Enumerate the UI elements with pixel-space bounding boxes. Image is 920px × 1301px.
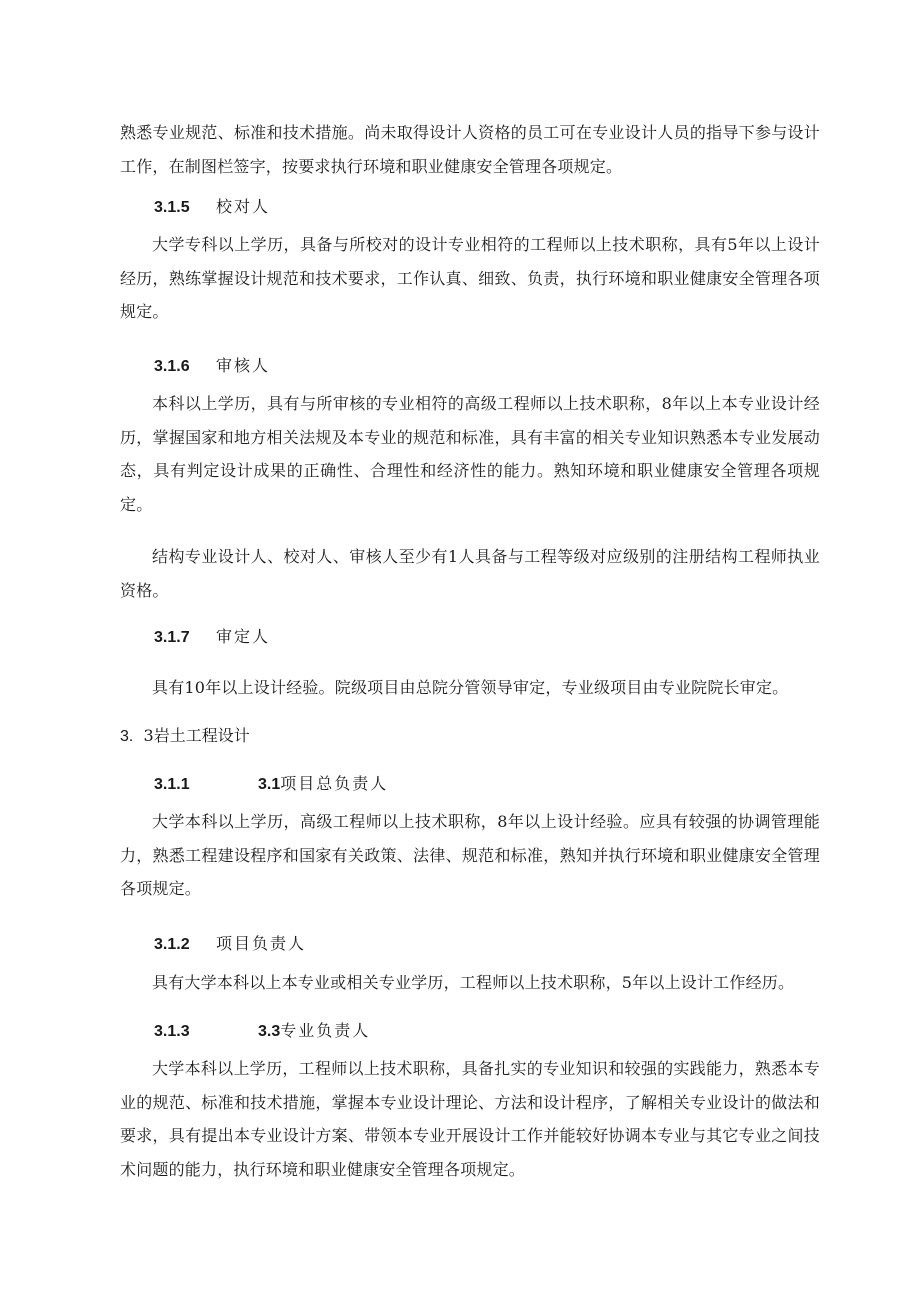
heading-3-1-7 bbox=[154, 625, 270, 650]
heading-3-1-5 bbox=[154, 195, 270, 220]
heading-title: 项目总负责人 bbox=[280, 774, 389, 793]
heading-number: 3.1.1 bbox=[154, 776, 190, 793]
heading-title: 校对人 bbox=[216, 197, 271, 216]
paragraph-structural-qualification: 结构专业设计人、校对人、审核人至少有1人具备与工程等级对应级别的注册结构工程师执业资格。 bbox=[120, 547, 820, 600]
heading-3-1-3 bbox=[154, 1019, 370, 1044]
heading-title: 项目负责人 bbox=[216, 934, 307, 953]
heading-number: 3.1.3 bbox=[154, 1023, 190, 1040]
heading-3-1-1 bbox=[154, 772, 388, 797]
paragraph-project-chief: 大学本科以上学历，高级工程师以上技术职称，8年以上设计经验。应具有较强的协调管理能力，熟悉工程建设程序和国家有关政策、法律、规范和标准，熟知并执行环境和职业健康安全管理各项规定。 bbox=[120, 812, 820, 898]
heading-title: 审核人 bbox=[216, 356, 271, 375]
paragraph-continued: 熟悉专业规范、标准和技术措施。尚未取得设计人资格的员工可在专业设计人员的指导下参与设计工作，在制图栏签字，按要求执行环境和职业健康安全管理各项规定。 bbox=[120, 123, 820, 176]
heading-3-1-2 bbox=[154, 932, 306, 957]
heading-number: 3.1.7 bbox=[154, 629, 190, 646]
heading-subnumber: 3.1 bbox=[258, 776, 281, 793]
heading-subnumber: 3.3 bbox=[258, 1023, 281, 1040]
section-heading-geotechnical bbox=[120, 724, 250, 749]
heading-number: 3.1.2 bbox=[154, 936, 190, 953]
heading-number: 3.1.5 bbox=[154, 199, 190, 216]
paragraph-reviewer: 本科以上学历，具有与所审核的专业相符的高级工程师以上技术职称，8年以上本专业设计经历，掌握国家和地方相关法规及本专业的规范和标准，具有丰富的相关专业知识熟悉本专业发展动态，具有判定设计成果的正确性、合理性和经济性的能力。熟知环境和职业健康安全管理各项规定。 bbox=[120, 394, 820, 514]
heading-title: 专业负责人 bbox=[280, 1021, 371, 1040]
section-number: 3. bbox=[120, 728, 134, 745]
section-title: 3岩土工程设计 bbox=[143, 726, 250, 745]
heading-title: 审定人 bbox=[216, 627, 271, 646]
heading-3-1-6 bbox=[154, 354, 270, 379]
paragraph-proofreader: 大学专科以上学历，具备与所校对的设计专业相符的工程师以上技术职称，具有5年以上设计经历，熟练掌握设计规范和技术要求，工作认真、细致、负责，执行环境和职业健康安全管理各项规定。 bbox=[120, 235, 820, 321]
paragraph-approver: 具有10年以上设计经验。院级项目由总院分管领导审定，专业级项目由专业院院长审定。 bbox=[152, 678, 789, 697]
heading-number: 3.1.6 bbox=[154, 358, 190, 375]
paragraph-project-lead: 具有大学本科以上本专业或相关专业学历，工程师以上技术职称，5年以上设计工作经历。 bbox=[152, 973, 795, 992]
paragraph-discipline-lead: 大学本科以上学历，工程师以上技术职称，具备扎实的专业知识和较强的实践能力，熟悉本专业的规范、标准和技术措施，掌握本专业设计理论、方法和设计程序，了解相关专业设计的做法和要求，具有提出本专业设计方案、带领本专业开展设计工作并能较好协调本专业与其它专业之间技术问题的能力，执行环境和职业健康安全管理各项规定。 bbox=[120, 1059, 820, 1179]
